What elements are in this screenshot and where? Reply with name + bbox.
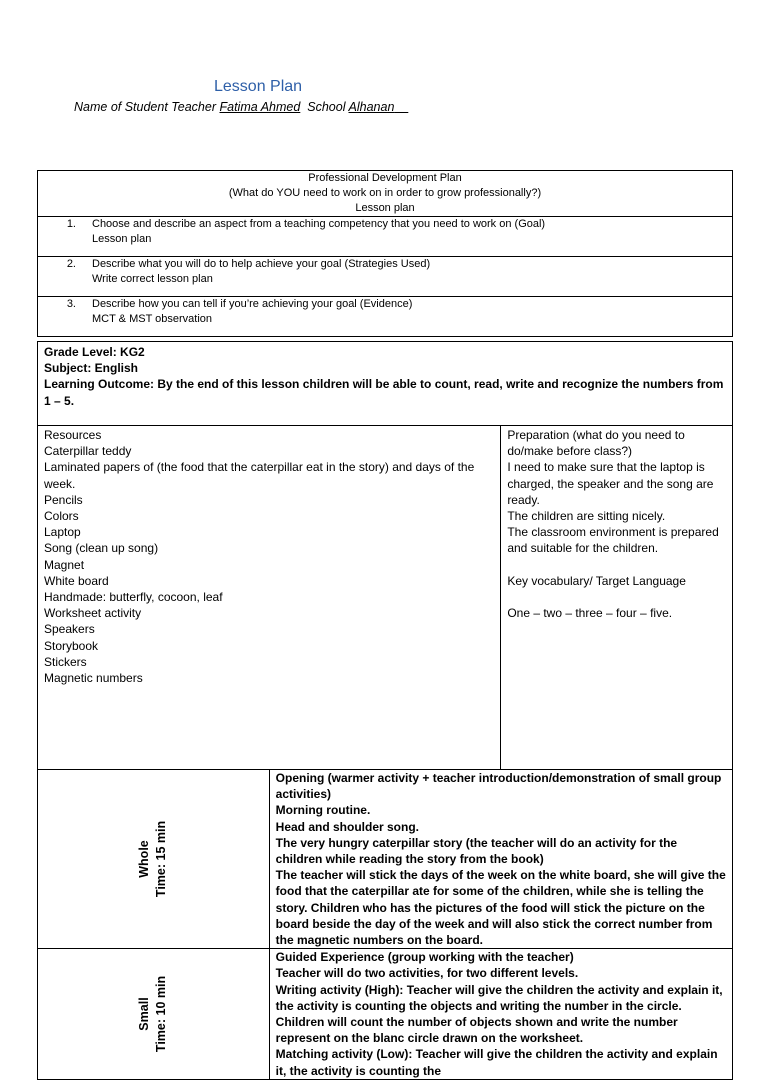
resource-item: Caterpillar teddy <box>44 444 132 459</box>
resource-item: Stickers <box>44 654 87 669</box>
activity-line: Matching activity (Low): Teacher will give the children the activity and explain it, the activity is counting the <box>275 1047 718 1078</box>
resource-item: Magnet <box>44 557 85 572</box>
resource-item: Handmade: butterfly, cocoon, leaf <box>44 590 223 605</box>
time-label: Time: 10 min <box>154 975 169 1053</box>
resource-item: Laptop <box>44 525 81 540</box>
whole-group-activities <box>269 770 732 949</box>
activity-line: The very hungry caterpillar story (the teacher will do an activity for the children while reading the story from the book) <box>275 835 678 867</box>
pdp-item-answer: Write correct lesson plan <box>92 273 213 285</box>
school-label: School <box>307 100 346 114</box>
group-type-label: Small <box>137 997 152 1031</box>
lesson-table <box>37 341 733 1080</box>
student-name: Fatima Ahmed <box>219 100 301 114</box>
resource-item: Storybook <box>44 638 99 653</box>
small-group-activities <box>269 949 732 1080</box>
activity-line: Guided Experience (group working with the teacher) <box>275 950 574 965</box>
pdp-item-number: 3. <box>66 298 76 310</box>
pdp-item-number: 1. <box>66 218 76 230</box>
pdp-topic: Lesson plan <box>355 202 415 214</box>
resource-item: Speakers <box>44 622 95 637</box>
activity-line: The teacher will stick the days of the week on the white board, she will give the food that the caterpillar ate for some of the children, while she is telling the story. Children who has the pictures of the food will stick the picture on the board beside the day of the week and will also stick the correct number from the magnetic numbers on the board. <box>275 868 726 948</box>
small-group-side-cell <box>38 949 270 1080</box>
resource-item: Magnetic numbers <box>44 671 143 686</box>
subject: Subject: English <box>44 361 139 376</box>
pdp-item <box>38 297 733 337</box>
resource-item: Worksheet activity <box>44 606 142 621</box>
activity-line: Head and shoulder song. <box>275 819 420 834</box>
pdp-item-answer: Lesson plan <box>92 233 152 245</box>
whole-group-side-cell <box>38 770 270 949</box>
preparation-line: The classroom environment is prepared and suitable for the children. <box>507 525 719 556</box>
document-title: Lesson Plan <box>214 78 303 95</box>
pdp-item <box>38 217 733 257</box>
student-info-line <box>74 100 408 114</box>
grade-level: Grade Level: KG2 <box>44 345 145 359</box>
pdp-item <box>38 257 733 297</box>
preparation-line: The children are sitting nicely. <box>507 509 666 524</box>
resource-item: Pencils <box>44 492 83 507</box>
whole-group-time-label <box>136 821 170 897</box>
pdp-item-question: Choose and describe an aspect from a teaching competency that you need to work on (Goal) <box>92 218 546 230</box>
resource-item: Colors <box>44 509 79 524</box>
preparation-line: I need to make sure that the laptop is charged, the speaker and the song are ready. <box>507 460 714 507</box>
pdp-item-question: Describe what you will do to help achieve your goal (Strategies Used) <box>92 258 431 270</box>
resource-item: White board <box>44 573 109 588</box>
learning-outcome: Learning Outcome: By the end of this lesson children will be able to count, read, write and recognize the numbers from 1 – 5. <box>44 377 724 408</box>
resource-item: Laminated papers of (the food that the caterpillar eat in the story) and days of the week. <box>44 460 475 491</box>
pdp-item-answer: MCT & MST observation <box>92 313 213 325</box>
small-group-time-label <box>136 976 170 1052</box>
preparation-heading: Preparation (what do you need to do/make before class?) <box>507 428 685 459</box>
activity-line: Opening (warmer activity + teacher introduction/demonstration of small group activities) <box>275 771 722 802</box>
name-label: Name of Student Teacher <box>74 100 216 114</box>
activity-line: Teacher will do two activities, for two different levels. <box>275 966 579 981</box>
activity-line: Writing activity (High): Teacher will give the children the activity and explain it, the activity is counting the objects and writing the number in the circle. Children will count the number of objects shown and write the number represent on the blanc circle drawn on the worksheet. <box>275 982 723 1046</box>
resources-heading: Resources <box>44 428 102 442</box>
activity-line: Morning routine. <box>275 803 371 818</box>
school-name: Alhanan <box>348 100 395 114</box>
pdp-header <box>38 171 733 217</box>
pdp-question: (What do YOU need to work on in order to grow professionally?) <box>228 187 542 199</box>
vocabulary-list: One – two – three – four – five. <box>507 606 673 621</box>
time-label: Time: 15 min <box>154 821 169 898</box>
resource-item: Song (clean up song) <box>44 541 159 556</box>
group-type-label: Whole <box>137 840 152 878</box>
pdp-item-question: Describe how you can tell if you’re achieving your goal (Evidence) <box>92 298 413 310</box>
preparation-cell <box>501 426 733 770</box>
professional-development-table <box>37 170 733 337</box>
pdp-title: Professional Development Plan <box>308 172 462 184</box>
vocabulary-heading: Key vocabulary/ Target Language <box>507 573 686 588</box>
pdp-item-number: 2. <box>66 258 76 270</box>
resources-cell <box>38 426 501 770</box>
lesson-info-cell <box>38 342 733 426</box>
